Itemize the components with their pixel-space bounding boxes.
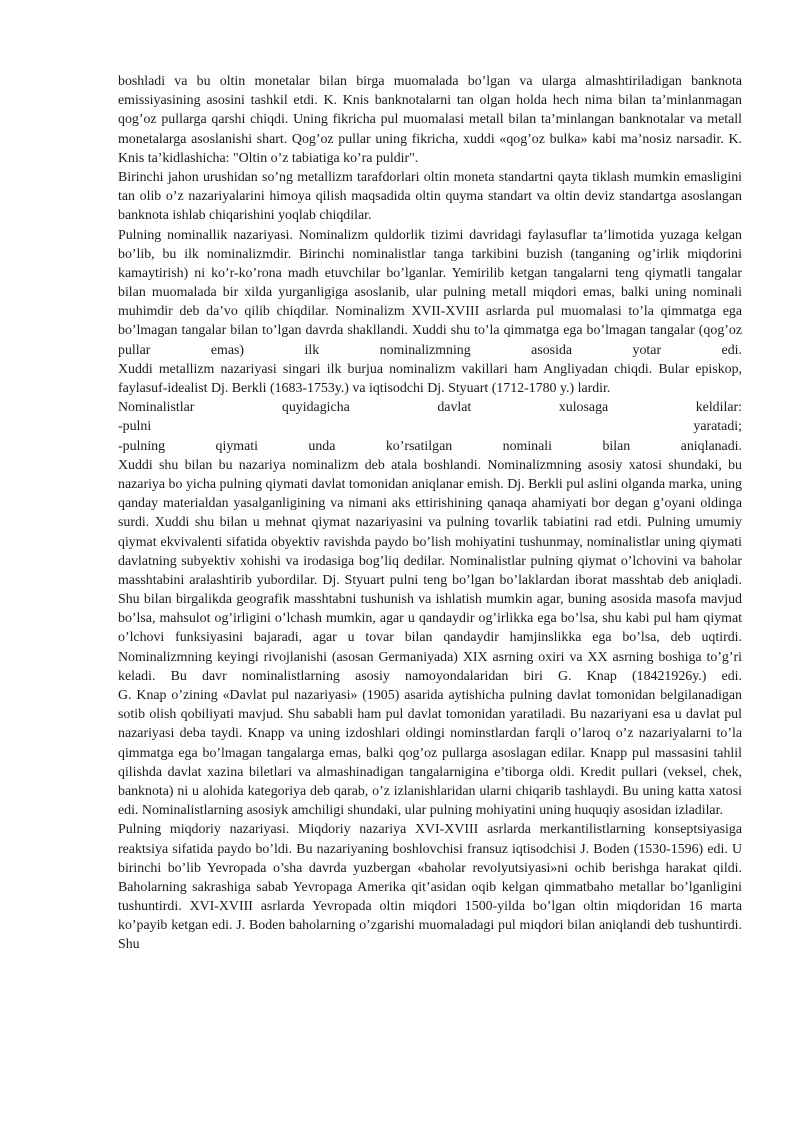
paragraph-nominalism-errors: Xuddi shu bilan bu nazariya nominalizm deb atala boshlandi. Nominalizmning asosiy xatosi shundaki, bu nazariya bo yicha pulning qiymati davlat tomonidan aniqlanar emish. Dj. Berkli pul aslini olganda marka, uning qanday materialdan yasalganligining va nimani aks ettirishining qanaqa ahamiyati bor degan g’oyani oldinga surdi. Xuddi shu bilan u mehnat qiymat nazariyasini va pulning tovarlik tabiatini rad etdi. Pulning umumiy qiymat ekvivalenti sifatida obyektiv ravishda paydo bo’lish mohiyatini tushunmay, nominalistlar uning qiymati davlatning subyektiv xohishi va irodasiga bog’liq dedilar. Nominalistlar pulning qiymat o’lchovini va baholar masshtabini aralashtirib yubordilar. Dj. Styuart pulni teng bo’lgan bo’laklardan iborat masshtab deb aniqladi. Shu bilan birgalikda geografik masshtabni tushunish va ishlatish mumkin agar, buning asosida masofa mavjud bo’lsa, mahsulot og’irligini o’lchash mumkin, agar u qandaydir og’irlikka ega bo’lsa, shu kabi pul ham qiymat o’lchovi funksiyasini bajaradi, agar u tovar bilan qandaydir hamjinslikka ega bo’lsa, deb uqtirdi. Nominalizmning keyingi rivojlanishi (asosan Germaniyada) XIX asrning oxiri va XX asrning boshiga to’g’ri keladi. Bu davr nominalistlarning asosiy namoyondalaridan biri G. Knap (18421926y.) edi.	[118, 457, 742, 684]
document-page	[118, 72, 742, 955]
list-item-state-creates: -pulni yaratadi;	[118, 419, 742, 435]
paragraph-knap-state-theory: G. Knap o’zining «Davlat pul nazariyasi» (1905) asarida aytishicha pulning davlat tomonidan belgilanadigan sotib olish qobiliyati mavjud. Shu sababli ham pul davlat tomonidan yaratiladi. Bu nazariyani esa u davlat pul nazariyasi deba taydi. Knapp va uning izdoshlari oldingi nominstlardan farqli o’laroq o’z nazariyalarni to’la qimmatga ega bo’lmagan tangalarga emas, balki qog’oz pullarga asoslagan edilar. Knapp pul massasini tahlil qilishda davlat xazina biletlari va almashinadigan tangalarnigina e’tiborga oldi. Kredit pullari (veksel, chek, banknota) ni u alohida kategoriya deb qarab, o’z izlanishlaridan ularni chiqarib tashlaydi. Bu uning katta xatosi edi. Nominalistlarning asosiyk amchiligi shundaki, ular pulning mohiyatini uning huquqiy asosidan izladilar.	[118, 688, 742, 819]
list-item-value-nominal: -pulning qiymati unda ko’rsatilgan nominali bilan aniqlanadi.	[118, 438, 742, 454]
paragraph-after-world-war: Birinchi jahon urushidan so’ng metallizm tarafdorlari oltin moneta standartni qayta tiklash mumkin emasligini tan olib o’z nazariyalarini himoya qilish maqsadida oltin quyma standart va oltin deviz standartga asoslangan banknota ishlab chiqarishini yoqlab chiqdilar.	[118, 169, 742, 224]
paragraph-conclusion-intro: Nominalistlar quyidagicha davlat xulosaga keldilar:	[118, 400, 742, 416]
paragraph-quantity-theory: Pulning miqdoriy nazariyasi. Miqdoriy nazariya XVI-XVIII asrlarda merkantilistlarning konseptsiyasiga reaktsiya sifatida paydo bo’ldi. Bu nazariyaning boshlovchisi fransuz iqtisodchisi J. Boden (1530-1596) edi. U birinchi bo’lib Yevropada o’sha davrda yuzbergan «baholar revolyutsiyasi»ni ochib berishga harakat qildi. Baholarning sakrashiga sabab Yevropaga Amerika qit’asidan oqib kelgan qimmatbaho metallar bo’lganligini tushuntirdi. XVI-XVIII asrlarda Yevropada oltin miqdori 1500-yilda bo’lgan oltin miqdoridan 16 marta ko’payib ketgan edi. J. Boden baholarning o’zgarishi muomaladagi pul miqdori bilan aniqlandi deb tushuntirdi. Shu	[118, 822, 742, 953]
paragraph-knis-metallism: boshladi va bu oltin monetalar bilan birga muomalada bo’lgan va ularga almashtiriladigan banknota emissiyasining asosini tashkil etdi. K. Knis banknotalarni tan olgan holda hech nima bilan ta’minlanmagan qog’oz pullarga qarshi chiqdi. Uning fikricha pul muomalasi metall bilan ta’minlangan banknotalar va metall monetalarga asoslanishi shart. Qog’oz pullar uning fikricha, xuddi «qog’oz bulka» kabi ma’nosiz narsadir. K. Knis ta’kidlashicha: "Oltin o’z tabiatiga ko’ra puldir".	[118, 74, 742, 166]
paragraph-nominal-theory: Pulning nominallik nazariyasi. Nominalizm quldorlik tizimi davridagi faylasuflar ta’limotida yuzaga kelgan bo’lib, bu ilk nominalizmdir. Birinchi nominalistlar tanga tarkibini buzish (tanganing og’irlik miqdorini kamaytirish) ni ko’r-ko’rona madh etuvchilar bo’lganlar. Yemirilib ketgan tangalarni teng qiymatli tangalar bilan muomalada bir xilda yurganligiga asoslanib, ular pulning metall miqdori emas, balki uning nominali muhimdir deb da’vo qilib chiqdilar. Nominalizm XVII-XVIII asrlarda pul muomalasi to’la qimmatga ega bo’lmagan tangalar bilan to’lgan davrda shakllandi. Xuddi shu to’la qimmatga ega bo’lmagan tangalar (qog’oz pullar emas) ilk nominalizmning asosida yotar edi.	[118, 227, 742, 358]
paragraph-england-nominalists: Xuddi metallizm nazariyasi singari ilk burjua nominalizm vakillari ham Angliyadan chiqdi. Bular episkop, faylasuf-idealist Dj. Berkli (1683-1753y.) va iqtisodchi Dj. Styuart (1712-1780 y.) lardir.	[118, 361, 742, 396]
